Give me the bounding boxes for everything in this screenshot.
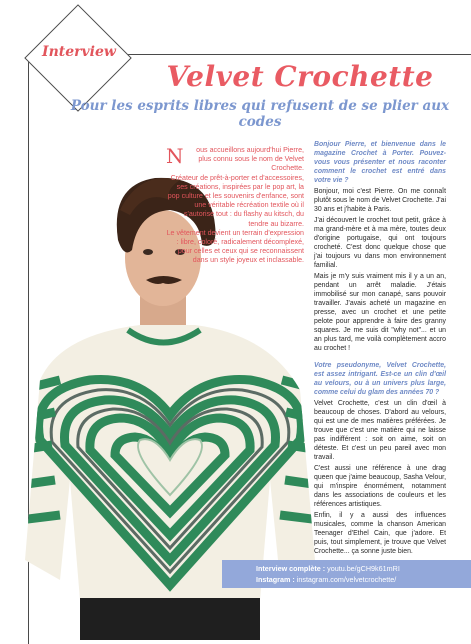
page-subtitle: Pour les esprits libres qui refusent de se plier aux codes (70, 98, 450, 130)
interview-link-line (256, 563, 471, 574)
intro-paragraph-3: Le vêtement devient un terrain d'expression : libre, coloré, radicalement décomplexé, pour celles et ceux qui se reconnaissent dans un style joyeux et inclassable. (166, 228, 304, 265)
links-bar (222, 560, 471, 588)
answer-1b: J'ai découvert le crochet tout petit, grâce à ma grand-mère et à ma mère, toutes deux d'origine portugaise, qui ont toujours crocheté. C'est donc quelque chose que j'ai toujours vu dans mon environnement familial. (314, 217, 446, 269)
intro-paragraph-2: Créateur de prêt-à-porter et d'accessoires, ses créations, inspirées par le pop art, la pop culture et les souvenirs d'enfance, sont une véritable récréation textile où il s'autorise tout : du flashy au kitsch, du tendre au bizarre. (167, 173, 304, 228)
answer-2c: Enfin, il y a aussi des influences musicales, comme la chanson American Teenager d'Ethel Cain, que j'adore. Et puis, tout simplement, je trouve que Velvet Crochette... ça sonne juste bien. (314, 512, 446, 555)
answer-2a: Velvet Crochette, c'est un clin d'œil à beaucoup de choses. D'abord au velours, qui est une de mes matières préférées. Je trouve que c'est une matière qui ne laisse pas indifférent : soit on aime, soit on déteste. Et c'est un peu pareil avec mon travail. (314, 400, 446, 461)
interview-badge-label: Interview (42, 44, 116, 60)
answer-1c: Mais je m'y suis vraiment mis il y a un an, pendant un arrêt maladie. J'étais immobilisé sur mon canapé, sans pouvoir travailler. J'avais acheté un magazine en presse, avec un crochet et une petite pelote pour apprendre à faire des granny squares. Je me suis dit "why not"... et un an plus tard, me voilà complètement accro au crochet ! (314, 273, 446, 352)
instagram-link[interactable]: instagram.com/velvetcrochette/ (296, 575, 397, 584)
intro-column (166, 146, 304, 266)
instagram-link-line (256, 574, 471, 585)
question-2: Votre pseudonyme, Velvet Crochette, est assez intrigant. Est-ce un clin d'œil au velours, ou à un univers plus large, comme celui du glam des années 70 ? (314, 362, 446, 396)
answer-1a: Bonjour, moi c'est Pierre. On me connaît plutôt sous le nom de Velvet Crochette. J'ai 30 ans et j'habite à Paris. (314, 188, 446, 213)
interview-column (314, 140, 446, 558)
page-title: Velvet Crochette (166, 60, 434, 93)
interview-link[interactable]: youtu.be/gCH9k61mRI (327, 564, 400, 573)
instagram-link-label: Instagram : (256, 575, 295, 584)
question-1: Bonjour Pierre, et bienvenue dans le magazine Crochet à Porter. Pouvez-vous vous présenter et nous raconter comment le crochet est entré dans votre vie ? (314, 141, 446, 184)
intro-dropcap: N (166, 144, 184, 168)
intro-paragraph-1: ous accueillons aujourd'hui Pierre, plus connu sous le nom de Velvet Crochette. (196, 146, 304, 173)
answer-2b: C'est aussi une référence à une drag queen que j'aime beaucoup, Sasha Velour, qui m'inspire énormément, notamment dans les associations de couleurs et les références artistiques. (314, 465, 446, 508)
interview-link-label: Interview complète : (256, 564, 326, 573)
